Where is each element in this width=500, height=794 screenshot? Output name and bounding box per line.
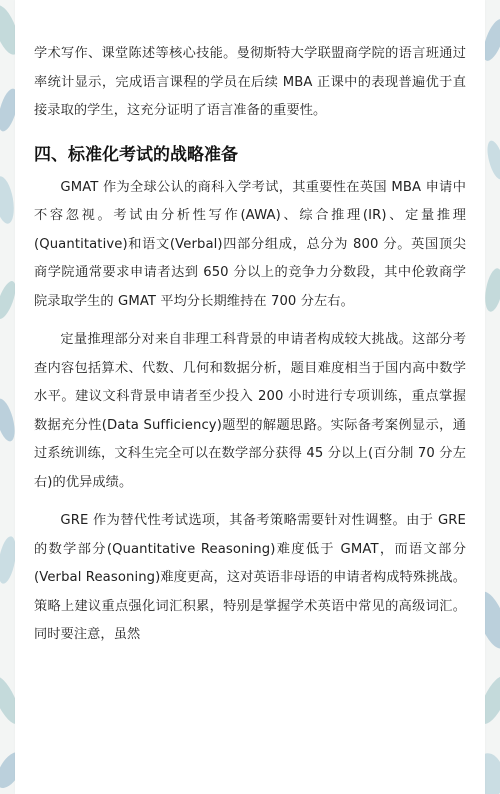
paragraph-gre-strategy: GRE 作为替代性考试选项，其备考策略需要针对性调整。由于 GRE 的数学部分(Quantitative Reasoning)难度低于 GMAT，而语文部分(Verbal Reasoning)难度更高，这对英语非母语的申请者构成特殊挑战。策略上建议重点强化词汇积累，特别是掌握学术英语中常见的高级词汇。同时要注意，虽然 — [34, 513, 466, 642]
paragraph-language-course: 学术写作、课堂陈述等核心技能。曼彻斯特大学联盟商学院的语言班通过率统计显示，完成语言课程的学员在后续 MBA 正课中的表现普遍优于直接录取的学生，这充分证明了语言准备的重要性。 — [34, 46, 466, 118]
paragraph-quant-strategy: 定量推理部分对来自非理工科背景的申请者构成较大挑战。这部分考查内容包括算术、代数、几何和数据分析，题目难度相当于国内高中数学水平。建议文科背景申请者至少投入 200 小时进行专项训练，重点掌握数据充分性(Data Sufficiency)题型的解题思路。实际备考案例显示，通过系统训练，文科生完全可以在数学部分获得 45 分以上(百分制 70 分左右)的优异成绩。 — [34, 332, 466, 490]
document-body — [34, 40, 466, 650]
paragraph-gmat-overview: GMAT 作为全球公认的商科入学考试，其重要性在英国 MBA 申请中不容忽视。考试由分析性写作(AWA)、综合推理(IR)、定量推理(Quantitative)和语文(Verbal)四部分组成，总分为 800 分。英国顶尖商学院通常要求申请者达到 650 分以上的竞争力分数段，其中伦敦商学院录取学生的 GMAT 平均分长期维持在 700 分左右。 — [34, 179, 466, 309]
section-heading: 四、标准化考试的战略准备 — [34, 144, 238, 165]
